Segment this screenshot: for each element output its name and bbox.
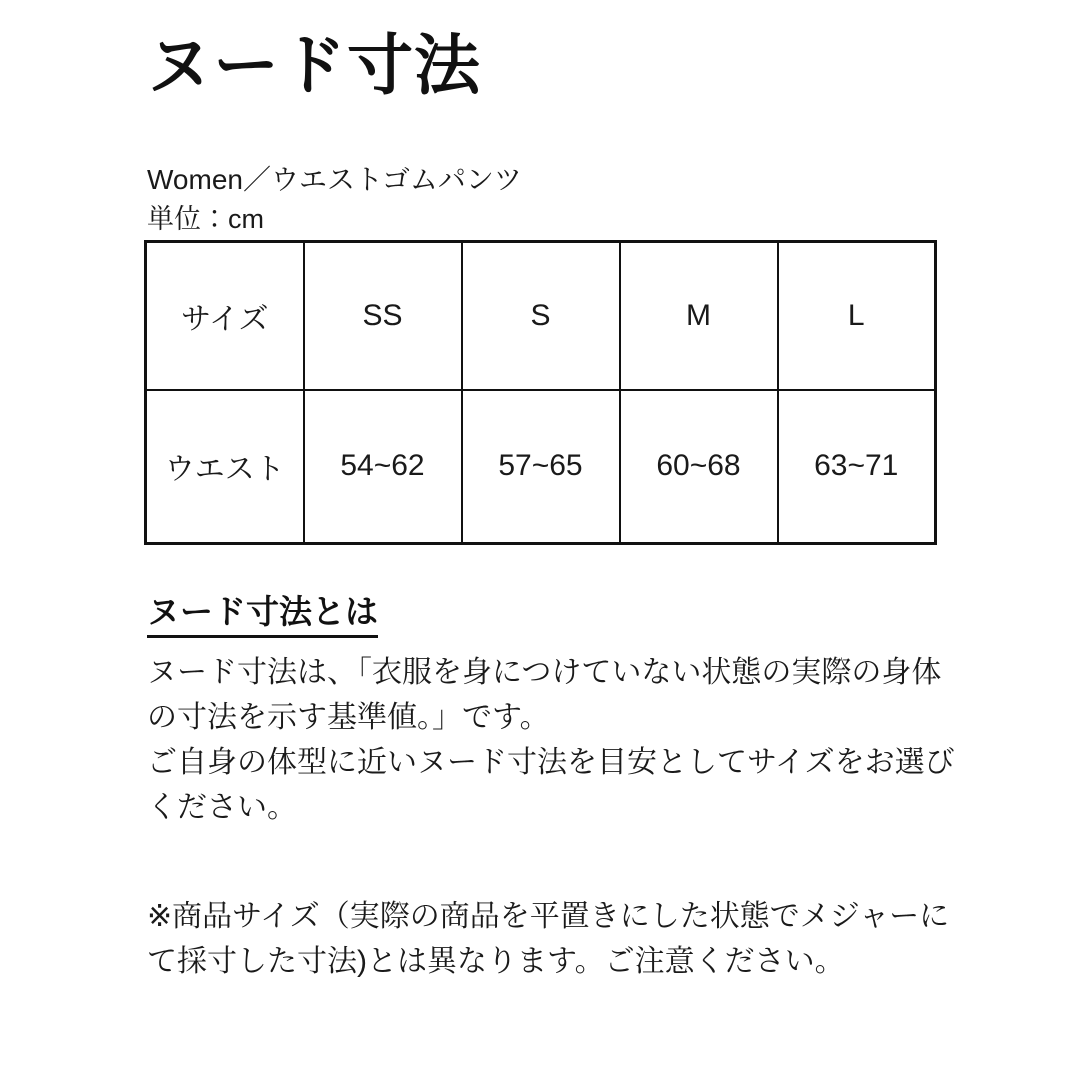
product-size-note-text: ※商品サイズ（実際の商品を平置きにした状態でメジャーにて採寸した寸法)とは異なります。ご注意ください。 xyxy=(147,900,950,978)
unit-label: 単位：cm xyxy=(147,204,264,234)
waist-s-value-cell: 57~65 xyxy=(462,390,620,544)
product-category-label: Women／ウエストゴムパンツ xyxy=(147,164,522,195)
page-title: ヌード寸法 xyxy=(146,28,481,102)
explanation-paragraph-2: ご自身の体型に近いヌード寸法を目安としてサイズをお選びください。 xyxy=(147,746,955,824)
product-size-note xyxy=(147,894,971,984)
size-m-header-cell: M xyxy=(620,242,778,390)
size-l-header-cell: L xyxy=(778,242,936,390)
size-chart-header-row xyxy=(146,242,936,390)
explanation-body xyxy=(147,650,971,830)
size-s-header-cell: S xyxy=(462,242,620,390)
explanation-paragraph-1: ヌード寸法は、「衣服を身につけていない状態の実際の身体の寸法を示す基準値。」です。 xyxy=(147,656,942,734)
waist-l-value-cell: 63~71 xyxy=(778,390,936,544)
explanation-heading xyxy=(147,592,378,638)
waist-ss-value-cell: 54~62 xyxy=(304,390,462,544)
size-ss-header-cell: SS xyxy=(304,242,462,390)
waist-row-label-cell: ウエスト xyxy=(146,390,304,544)
waist-measurement-row xyxy=(146,390,936,544)
explanation-heading-text: ヌード寸法とは xyxy=(147,592,378,638)
size-chart-table xyxy=(144,240,937,545)
waist-m-value-cell: 60~68 xyxy=(620,390,778,544)
size-column-header-cell: サイズ xyxy=(146,242,304,390)
